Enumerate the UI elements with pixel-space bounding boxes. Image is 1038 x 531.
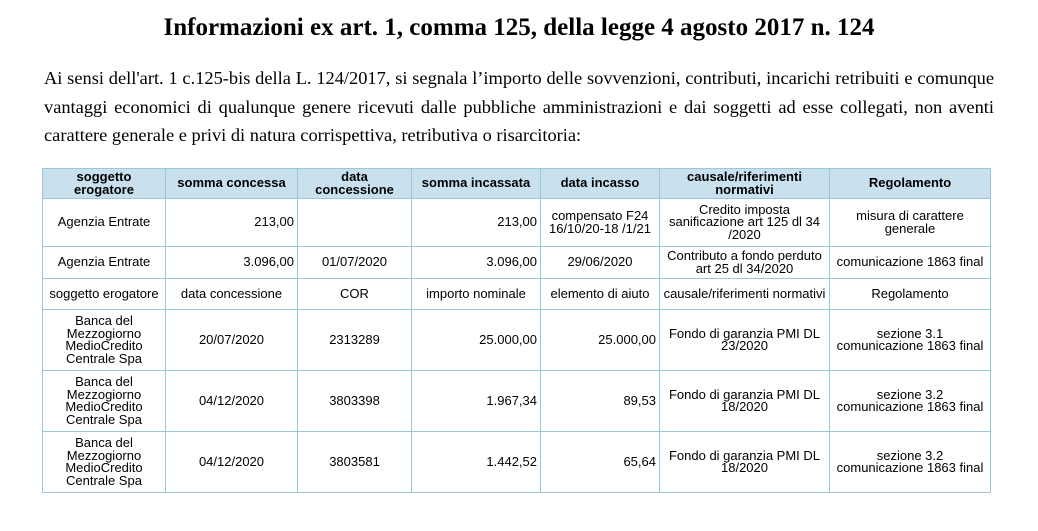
table-cell: Fondo di garanzia PMI DL 18/2020: [660, 371, 830, 432]
table-cell: 04/12/2020: [166, 371, 298, 432]
table-cell: 04/12/2020: [166, 432, 298, 493]
table-row: [43, 371, 991, 432]
header-soggetto-erogatore: soggetto erogatore: [43, 169, 166, 199]
table-cell: Credito imposta sanificazione art 125 dl 34 /2020: [660, 199, 830, 247]
table-cell: 25.000,00: [412, 310, 541, 371]
header-regolamento: Regolamento: [830, 169, 991, 199]
table-cell: Banca del Mezzogiorno MedioCredito Centrale Spa: [43, 371, 166, 432]
header-somma-incassata: somma incassata: [412, 169, 541, 199]
table-cell: sezione 3.2 comunicazione 1863 final: [830, 432, 991, 493]
table-cell: 29/06/2020: [541, 247, 660, 279]
table-cell: 20/07/2020: [166, 310, 298, 371]
table-cell: 25.000,00: [541, 310, 660, 371]
subheader-cor: COR: [298, 279, 412, 310]
table-row: [43, 432, 991, 493]
table-cell: Banca del Mezzogiorno MedioCredito Centrale Spa: [43, 310, 166, 371]
table-cell: Agenzia Entrate: [43, 199, 166, 247]
table-cell: 3803398: [298, 371, 412, 432]
table-cell: sezione 3.1 comunicazione 1863 final: [830, 310, 991, 371]
table-cell: [298, 199, 412, 247]
intro-paragraph: Ai sensi dell'art. 1 c.125-bis della L. 124/2017, si segnala l’importo delle sovvenzioni, contributi, incarichi retribuiti e comunque vantaggi economici di qualunque genere ricevuti dalle pubbliche amministrazioni e dai soggetti ad esse collegati, non aventi carattere generale e privi di natura corrispettiva, retributiva o risarcitoria:: [44, 68, 994, 145]
table-cell: 1.442,52: [412, 432, 541, 493]
table-cell: 3.096,00: [412, 247, 541, 279]
aid-table: [42, 168, 991, 493]
table-row: [43, 310, 991, 371]
table-cell: Fondo di garanzia PMI DL 23/2020: [660, 310, 830, 371]
table-header-row: [43, 169, 991, 199]
header-causale: causale/riferimenti normativi: [660, 169, 830, 199]
table-cell: compensato F24 16/10/20-18 /1/21: [541, 199, 660, 247]
table-cell: misura di carattere generale: [830, 199, 991, 247]
table-cell: sezione 3.2 comunicazione 1863 final: [830, 371, 991, 432]
subheader-soggetto-erogatore: soggetto erogatore: [43, 279, 166, 310]
subheader-elemento-di-aiuto: elemento di aiuto: [541, 279, 660, 310]
table-cell: 213,00: [166, 199, 298, 247]
table-cell: 01/07/2020: [298, 247, 412, 279]
table-cell: Agenzia Entrate: [43, 247, 166, 279]
table-cell: Fondo di garanzia PMI DL 18/2020: [660, 432, 830, 493]
table-cell: Banca del Mezzogiorno MedioCredito Centrale Spa: [43, 432, 166, 493]
subheader-data-concessione: data concessione: [166, 279, 298, 310]
table-cell: comunicazione 1863 final: [830, 247, 991, 279]
page-title: Informazioni ex art. 1, comma 125, della legge 4 agosto 2017 n. 124: [163, 14, 875, 41]
header-data-concessione: data concessione: [298, 169, 412, 199]
table-cell: 3803581: [298, 432, 412, 493]
table-row: [43, 199, 991, 247]
table-cell: 65,64: [541, 432, 660, 493]
table-cell: 3.096,00: [166, 247, 298, 279]
table-cell: 2313289: [298, 310, 412, 371]
header-somma-concessa: somma concessa: [166, 169, 298, 199]
table-row: [43, 247, 991, 279]
subheader-importo-nominale: importo nominale: [412, 279, 541, 310]
subheader-causale: causale/riferimenti normativi: [660, 279, 830, 310]
subheader-regolamento: Regolamento: [830, 279, 991, 310]
table-cell: 1.967,34: [412, 371, 541, 432]
table-subheader-row: [43, 279, 991, 310]
table-cell: 89,53: [541, 371, 660, 432]
table-cell: 213,00: [412, 199, 541, 247]
table-cell: Contributo a fondo perduto art 25 dl 34/2020: [660, 247, 830, 279]
header-data-incasso: data incasso: [541, 169, 660, 199]
